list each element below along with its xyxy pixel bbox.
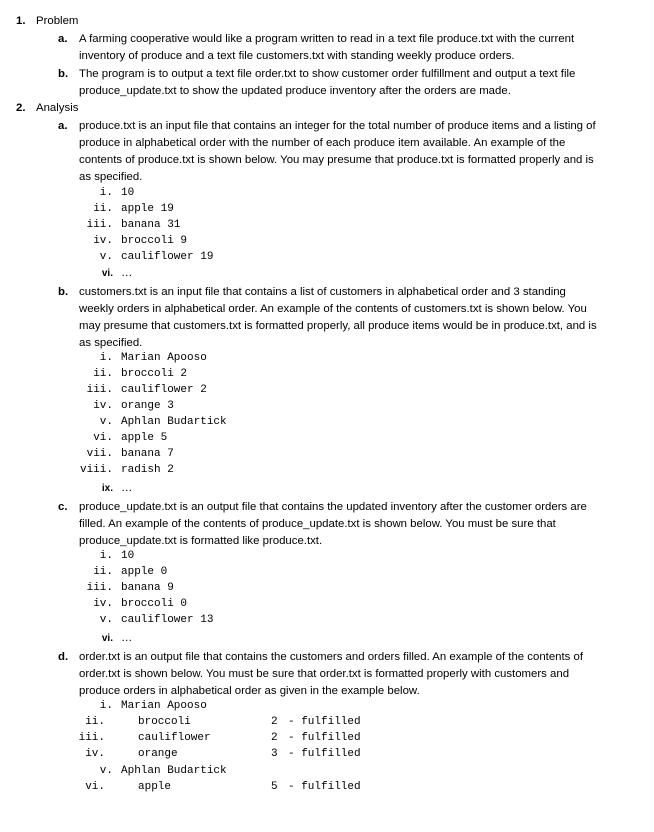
- list-numeral: i.: [99, 550, 113, 562]
- list-numeral: v.: [99, 416, 113, 428]
- paragraph-line: filled. An example of the contents of produce_update.txt is shown below. You must be sure that: [79, 518, 556, 530]
- paragraph-line: produce.txt is an input file that contains an integer for the total number of produce items and a listing of: [79, 120, 596, 132]
- file-line: broccoli 2: [121, 368, 188, 380]
- order-qty: 5: [271, 781, 278, 793]
- list-numeral: i.: [99, 700, 113, 712]
- paragraph-line: The program is to output a text file order.txt to show customer order fulfillment and output a text file: [79, 68, 576, 80]
- file-line: Aphlan Budartick: [121, 416, 227, 428]
- paragraph-line: A farming cooperative would like a program written to read in a text file produce.txt with the current: [79, 33, 575, 45]
- file-line: apple 5: [121, 432, 168, 444]
- customer-name: Aphlan Budartick: [121, 765, 227, 777]
- list-numeral: v.: [99, 251, 113, 263]
- list-numeral: iii.: [86, 582, 113, 594]
- paragraph-line: produce_update.txt to show the updated produce inventory after the orders are made.: [79, 85, 511, 97]
- list-numeral: vi.: [101, 633, 113, 644]
- paragraph-line: inventory of produce and a text file customers.txt with standing weekly produce orders.: [79, 50, 515, 62]
- file-line: banana 9: [121, 582, 174, 594]
- file-line: cauliflower 19: [121, 251, 214, 263]
- ellipsis: …: [121, 632, 133, 644]
- file-line: banana 7: [121, 448, 174, 460]
- order-item: broccoli: [138, 716, 191, 728]
- item-label: c.: [58, 501, 68, 513]
- order-item: orange: [138, 748, 178, 760]
- item-label: b.: [58, 68, 69, 80]
- list-numeral: ix.: [101, 483, 113, 494]
- section-number: 1.: [16, 15, 26, 27]
- paragraph-line: produce in alphabetical order with the number of each produce item available. An example of the: [79, 137, 566, 149]
- list-numeral: ii.: [93, 368, 113, 380]
- file-line: orange 3: [121, 400, 174, 412]
- list-numeral: ii.: [93, 566, 113, 578]
- customer-name: Marian Apooso: [121, 700, 207, 712]
- order-status: - fulfilled: [288, 732, 361, 744]
- list-numeral: vi.: [93, 432, 113, 444]
- file-line: broccoli 9: [121, 235, 188, 247]
- order-status: - fulfilled: [288, 781, 361, 793]
- list-numeral: iv.: [93, 598, 113, 610]
- order-qty: 2: [271, 732, 278, 744]
- item-label: d.: [58, 651, 69, 663]
- list-numeral: viii.: [79, 464, 113, 476]
- order-status: - fulfilled: [288, 748, 361, 760]
- paragraph-line: as specified.: [79, 337, 143, 349]
- list-numeral: v.: [99, 765, 113, 777]
- list-numeral: iv.: [85, 748, 105, 760]
- item-label: b.: [58, 286, 69, 298]
- list-numeral: v.: [99, 614, 113, 626]
- paragraph-line: may presume that customers.txt is formatted properly, all produce items would be in produce.txt, and is: [79, 320, 597, 332]
- order-qty: 2: [271, 716, 278, 728]
- paragraph-line: order.txt is an output file that contains the customers and orders filled. An example of the contents of: [79, 651, 584, 663]
- paragraph-line: contents of produce.txt is shown below. You may presume that produce.txt is formatted properly and is: [79, 154, 594, 166]
- paragraph-line: weekly orders in alphabetical order. An example of the contents of customers.txt is shown below. You: [79, 303, 587, 315]
- list-numeral: vi.: [85, 781, 105, 793]
- file-line: broccoli 0: [121, 598, 188, 610]
- list-numeral: iv.: [93, 400, 113, 412]
- list-numeral: iii.: [86, 219, 113, 231]
- list-numeral: i.: [99, 187, 113, 199]
- section-title: Problem: [36, 15, 79, 27]
- paragraph-line: produce_update.txt is formatted like produce.txt.: [79, 535, 323, 547]
- list-numeral: i.: [99, 352, 113, 364]
- order-item: apple: [138, 781, 172, 793]
- order-item: cauliflower: [138, 732, 211, 744]
- list-numeral: vii.: [86, 448, 113, 460]
- file-line: Marian Apooso: [121, 352, 207, 364]
- ellipsis: …: [121, 482, 133, 494]
- item-label: a.: [58, 33, 68, 45]
- paragraph-line: produce_update.txt is an output file that contains the updated inventory after the customer orders are: [79, 501, 587, 513]
- list-numeral: vi.: [101, 268, 113, 279]
- paragraph-line: order.txt is shown below. You must be sure that order.txt is formatted properly with customers and: [79, 668, 570, 680]
- ellipsis: …: [121, 267, 133, 279]
- list-numeral: iii.: [86, 384, 113, 396]
- file-line: 10: [121, 187, 135, 199]
- file-line: radish 2: [121, 464, 174, 476]
- item-label: a.: [58, 120, 68, 132]
- list-numeral: ii.: [85, 716, 105, 728]
- list-numeral: iii.: [78, 732, 105, 744]
- section-number: 2.: [16, 102, 26, 114]
- order-status: - fulfilled: [288, 716, 361, 728]
- file-line: banana 31: [121, 219, 181, 231]
- order-qty: 3: [271, 748, 278, 760]
- file-line: 10: [121, 550, 135, 562]
- file-line: apple 0: [121, 566, 168, 578]
- paragraph-line: as specified.: [79, 171, 143, 183]
- file-line: cauliflower 13: [121, 614, 214, 626]
- list-numeral: ii.: [93, 203, 113, 215]
- list-numeral: iv.: [93, 235, 113, 247]
- file-line: apple 19: [121, 203, 174, 215]
- paragraph-line: produce orders in alphabetical order as given in the example below.: [79, 685, 420, 697]
- section-title: Analysis: [36, 102, 79, 114]
- file-line: cauliflower 2: [121, 384, 207, 396]
- paragraph-line: customers.txt is an input file that contains a list of customers in alphabetical order and 3 standing: [79, 286, 566, 298]
